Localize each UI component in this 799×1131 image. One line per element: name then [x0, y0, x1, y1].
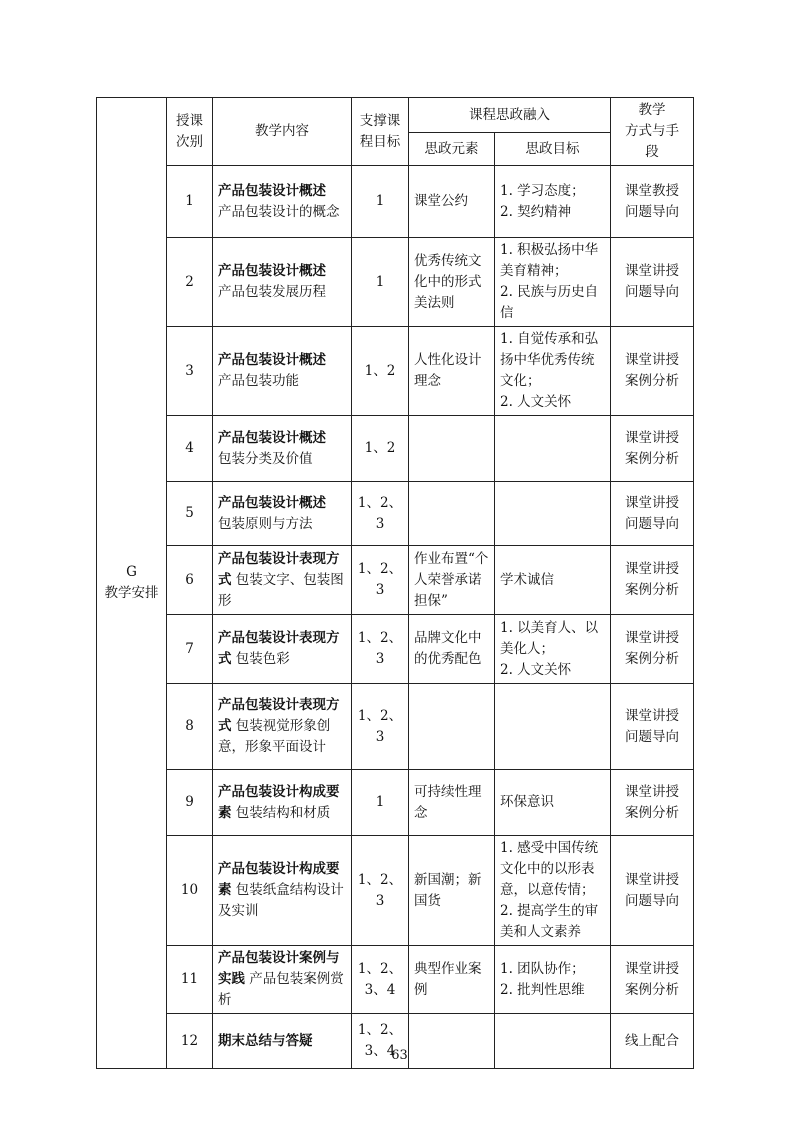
content-detail: 包装视觉形象创意，形象平面设计	[218, 718, 331, 755]
teaching-content	[213, 327, 352, 416]
header-support: 支撑课 程目标	[352, 98, 409, 166]
session-number: 3	[167, 327, 213, 416]
content-topic: 产品包装设计表现方式	[218, 630, 340, 667]
support-goals: 1	[352, 238, 409, 327]
header-session: 授课 次别	[167, 98, 213, 166]
content-detail: 包装原则与方法	[218, 515, 313, 532]
ideology-element	[409, 416, 495, 482]
support-goals: 1、2、3	[352, 836, 409, 946]
section-label: G 教学安排	[97, 98, 167, 1069]
content-detail: 包装结构和材质	[235, 804, 331, 821]
table-row	[97, 770, 694, 836]
teaching-method: 课堂讲授 案例分析	[611, 416, 694, 482]
table-row	[97, 684, 694, 770]
session-number: 2	[167, 238, 213, 327]
teaching-content	[213, 482, 352, 546]
content-detail: 产品包装功能	[218, 373, 299, 389]
session-number: 12	[167, 1014, 213, 1069]
content-topic: 产品包装设计概述	[218, 263, 326, 279]
page-number: 63	[391, 1048, 408, 1063]
session-number: 1	[167, 166, 213, 238]
teaching-content	[213, 836, 352, 946]
content-topic: 产品包装设计构成要素	[218, 783, 340, 821]
table-row	[97, 946, 694, 1014]
ideology-goal: 1. 积极弘扬中华美育精神； 2. 民族与历史自信	[495, 238, 611, 327]
teaching-content	[213, 615, 352, 684]
content-topic: 产品包装设计案例与实践	[218, 950, 340, 987]
teaching-method: 课堂教授 问题导向	[611, 166, 694, 238]
content-topic: 产品包装设计概述	[218, 429, 326, 446]
teaching-method: 课堂讲授 问题导向	[611, 836, 694, 946]
content-detail: 产品包装设计的概念	[218, 203, 340, 220]
session-number: 10	[167, 836, 213, 946]
teaching-content	[213, 238, 352, 327]
teaching-method: 课堂讲授 案例分析	[611, 546, 694, 615]
teaching-method: 线上配合	[611, 1014, 694, 1069]
ideology-goal: 环保意识	[495, 770, 611, 836]
teaching-method: 课堂讲授 问题导向	[611, 684, 694, 770]
session-number: 9	[167, 770, 213, 836]
support-goals: 1、2、3	[352, 482, 409, 546]
ideology-element: 作业布置“个人荣誉承诺担保”	[409, 546, 495, 615]
content-detail: 包装分类及价值	[218, 450, 313, 467]
table-row	[97, 238, 694, 327]
support-goals: 1、2	[352, 327, 409, 416]
ideology-element: 新国潮；新国货	[409, 836, 495, 946]
header-content: 教学内容	[213, 98, 352, 166]
ideology-goal: 1. 感受中国传统文化中的以形表意，以意传情； 2. 提高学生的审美和人文素养	[495, 836, 611, 946]
teaching-content	[213, 546, 352, 615]
teaching-content	[213, 166, 352, 238]
ideology-goal	[495, 482, 611, 546]
ideology-element: 可持续性理念	[409, 770, 495, 836]
teaching-content	[213, 684, 352, 770]
teaching-method: 课堂讲授 案例分析	[611, 615, 694, 684]
ideology-element: 典型作业案例	[409, 946, 495, 1014]
ideology-element: 优秀传统文化中的形式美法则	[409, 238, 495, 327]
ideology-element	[409, 684, 495, 770]
session-number: 6	[167, 546, 213, 615]
table-row	[97, 546, 694, 615]
table-row	[97, 166, 694, 238]
content-detail: 包装纸盒结构设计及实训	[218, 882, 344, 919]
teaching-schedule-table	[96, 97, 694, 1069]
teaching-method: 课堂讲授 案例分析	[611, 327, 694, 416]
ideology-goal: 1. 学习态度； 2. 契约精神	[495, 166, 611, 238]
support-goals: 1、2、3	[352, 546, 409, 615]
ideology-goal	[495, 684, 611, 770]
content-topic: 产品包装设计概述	[218, 352, 326, 368]
teaching-method: 课堂讲授 问题导向	[611, 482, 694, 546]
teaching-method: 课堂讲授 案例分析	[611, 770, 694, 836]
teaching-method: 课堂讲授 问题导向	[611, 238, 694, 327]
teaching-content	[213, 416, 352, 482]
support-goals: 1、2、3、4	[352, 946, 409, 1014]
table-row	[97, 836, 694, 946]
ideology-goal: 1. 以美育人、以美化人； 2. 人文关怀	[495, 615, 611, 684]
ideology-element: 品牌文化中的优秀配色	[409, 615, 495, 684]
content-detail: 产品包装发展历程	[218, 284, 326, 300]
support-goals: 1、2、3、4	[352, 1014, 409, 1069]
session-number: 11	[167, 946, 213, 1014]
ideology-element: 课堂公约	[409, 166, 495, 238]
table-row	[97, 416, 694, 482]
header-goals: 思政目标	[495, 133, 611, 166]
support-goals: 1、2	[352, 416, 409, 482]
content-detail: 包装色彩	[235, 651, 290, 667]
ideology-element: 人性化设计理念	[409, 327, 495, 416]
teaching-method: 课堂讲授 案例分析	[611, 946, 694, 1014]
content-topic: 产品包装设计概述	[218, 494, 326, 511]
session-number: 4	[167, 416, 213, 482]
support-goals: 1	[352, 166, 409, 238]
ideology-goal: 1. 自觉传承和弘扬中华优秀传统文化； 2. 人文关怀	[495, 327, 611, 416]
support-goals: 1、2、3	[352, 684, 409, 770]
support-goals: 1	[352, 770, 409, 836]
content-topic: 产品包装设计表现方式	[218, 550, 340, 588]
content-topic: 期末总结与答疑	[218, 1032, 313, 1049]
content-topic: 产品包装设计构成要素	[218, 861, 340, 898]
table-row	[97, 615, 694, 684]
header-elements: 思政元素	[409, 133, 495, 166]
ideology-element	[409, 482, 495, 546]
ideology-goal: 1. 团队协作； 2. 批判性思维	[495, 946, 611, 1014]
session-number: 7	[167, 615, 213, 684]
content-detail: 产品包装案例赏析	[218, 971, 344, 1008]
ideology-goal	[495, 416, 611, 482]
content-topic: 产品包装设计概述	[218, 182, 326, 199]
header-method: 教学 方式与手 段	[611, 98, 694, 166]
table-row	[97, 327, 694, 416]
header-ideology: 课程思政融入	[409, 98, 611, 133]
teaching-content	[213, 770, 352, 836]
session-number: 5	[167, 482, 213, 546]
teaching-content	[213, 946, 352, 1014]
content-topic: 产品包装设计表现方式	[218, 697, 340, 734]
header-row	[97, 98, 694, 133]
table-row	[97, 482, 694, 546]
ideology-goal: 学术诚信	[495, 546, 611, 615]
content-detail: 包装文字、包装图形	[218, 571, 344, 609]
session-number: 8	[167, 684, 213, 770]
support-goals: 1、2、3	[352, 615, 409, 684]
